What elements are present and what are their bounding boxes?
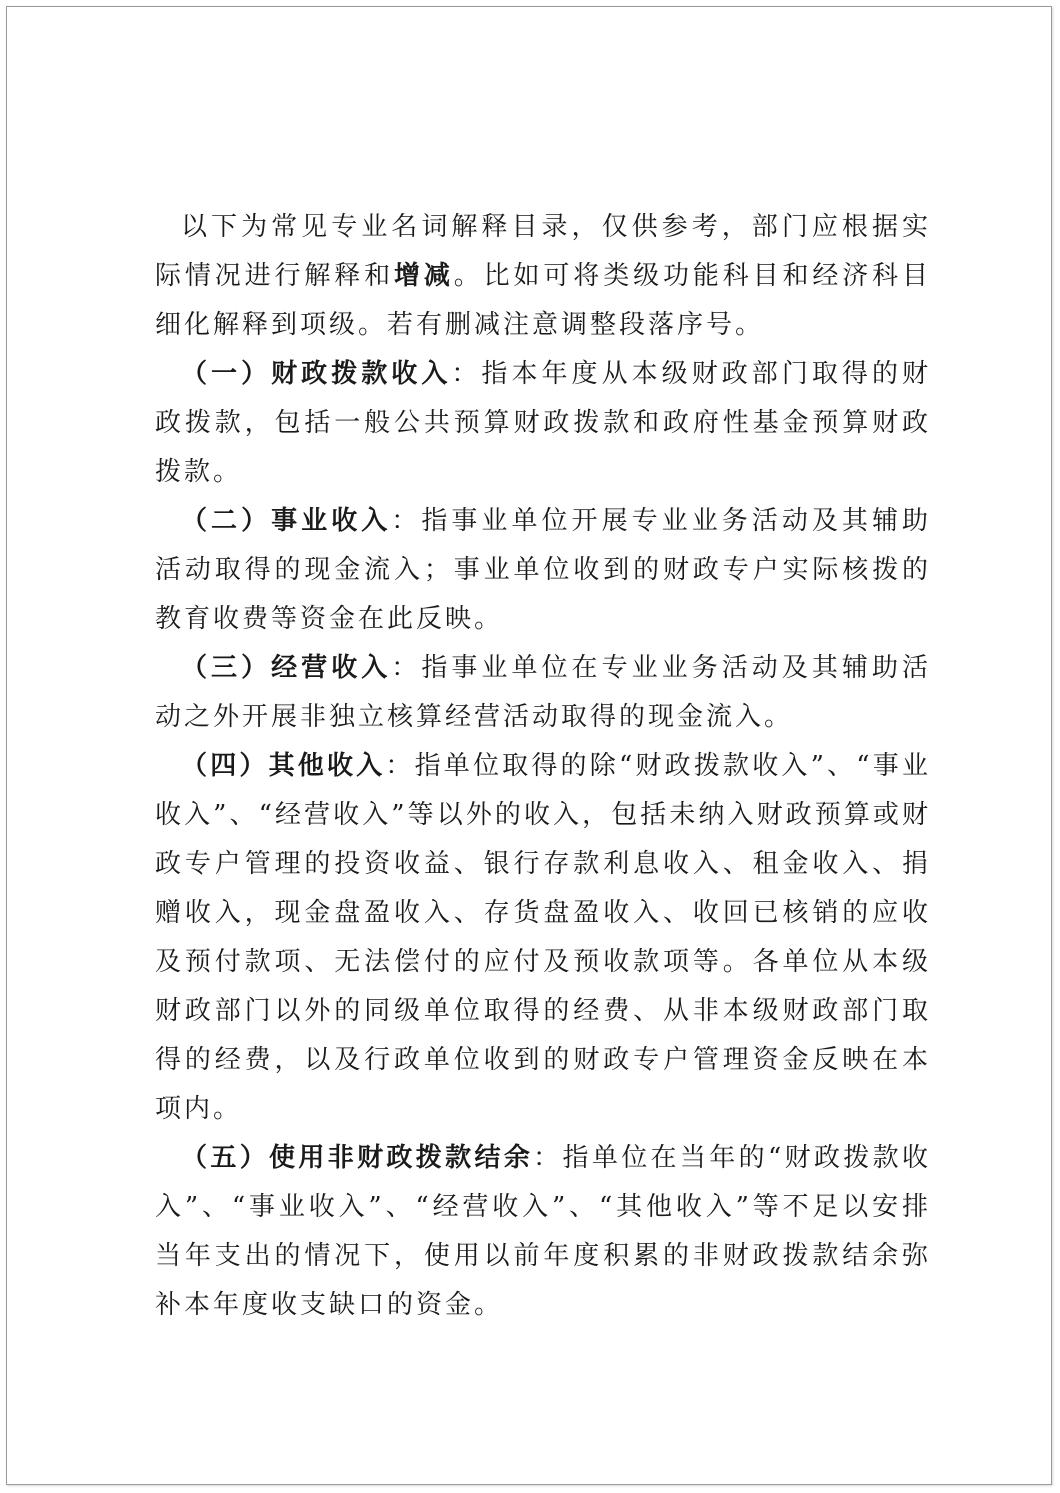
definition-text-5: ：指单位在当年的“财政拨款收入”、“事业收入”、“经营收入”、“其他收入”等不足以安排当年支出的情况下，使用以前年度积累的非财政拨款结余弥补本年度收支缺口的资金。 [155, 1143, 931, 1320]
definition-paragraph-3 [155, 644, 931, 742]
definition-term-3: （三）经营收入 [181, 653, 392, 683]
definition-text-2: ：指事业单位开展专业业务活动及其辅助活动取得的现金流入；事业单位收到的财政专户实际核拨的教育收费等资金在此反映。 [155, 506, 931, 634]
definition-text-1: ：指本年度从本级财政部门取得的财政拨款，包括一般公共预算财政拨款和政府性基金预算财政拨款。 [155, 359, 931, 487]
definition-text-3: ：指事业单位在专业业务活动及其辅助活动之外开展非独立核算经营活动取得的现金流入。 [155, 653, 931, 732]
definition-text-4: ：指单位取得的除“财政拨款收入”、“事业收入”、“经营收入”等以外的收入，包括未纳入财政预算或财政专户管理的投资收益、银行存款利息收入、租金收入、捐赠收入，现金盘盈收入、存货盘盈收入、收回已核销的应收及预付款项、无法偿付的应付及预收款项等。各单位从本级财政部门以外的同级单位取得的经费、从非本级财政部门取得的经费，以及行政单位收到的财政专户管理资金反映在本项内。 [155, 751, 931, 1124]
intro-bold-text: 增减 [394, 261, 454, 291]
definition-paragraph-4 [155, 742, 931, 1134]
definition-paragraph-2 [155, 497, 931, 644]
document-body [155, 203, 931, 1330]
definition-paragraph-5 [155, 1134, 931, 1330]
definition-term-5: （五）使用非财政拨款结余 [181, 1143, 534, 1173]
intro-text-b: 。比如可将类级功能科目和经济科目细化解释到项级。若有删减注意调整段落序号。 [155, 261, 931, 340]
document-page [6, 6, 1052, 1485]
definition-term-4: （四）其他收入 [181, 751, 386, 781]
intro-paragraph [155, 203, 931, 350]
definition-term-2: （二）事业收入 [181, 506, 392, 536]
intro-text-a: 以下为常见专业名词解释目录，仅供参考，部门应根据实际情况进行解释和 [155, 212, 931, 291]
definition-paragraph-1 [155, 350, 931, 497]
definition-term-1: （一）财政拨款收入 [181, 359, 452, 389]
